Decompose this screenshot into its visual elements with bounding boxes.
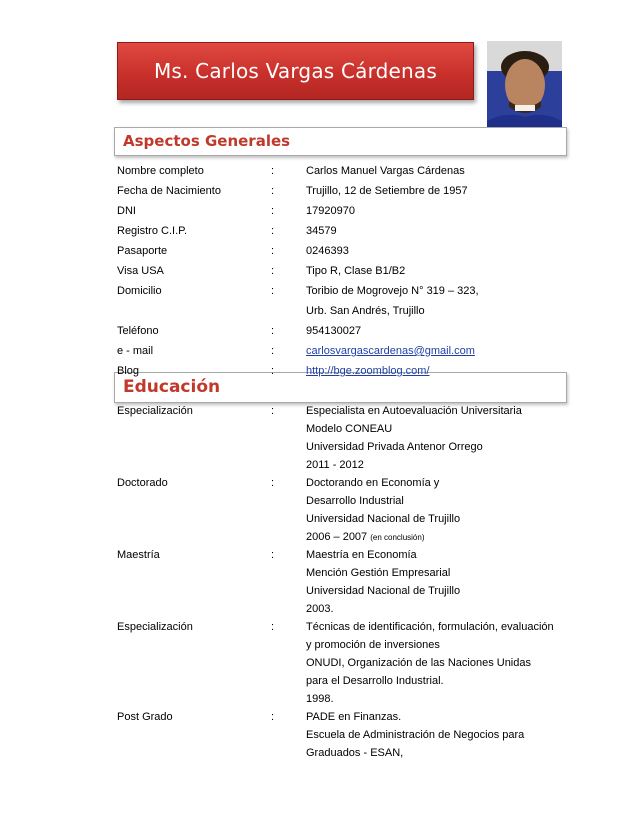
education-label: Doctorado <box>117 477 168 489</box>
education-line-row <box>0 744 638 764</box>
education-line: Maestría en Economía <box>306 549 417 561</box>
education-line: para el Desarrollo Industrial. <box>306 675 444 687</box>
section-general-header <box>114 127 567 156</box>
info-value: 17920970 <box>306 205 355 217</box>
education-entry <box>0 474 638 494</box>
separator: : <box>271 205 275 217</box>
education-line: Modelo CONEAU <box>306 423 393 435</box>
info-value: Carlos Manuel Vargas Cárdenas <box>306 165 465 177</box>
separator: : <box>271 165 275 177</box>
status-note: (en conclusión) <box>370 533 425 542</box>
blog-link[interactable]: http://bge.zoomblog.com/ <box>306 365 430 377</box>
page-title: Ms. Carlos Vargas Cárdenas <box>153 59 438 83</box>
education-line: 1998. <box>306 693 334 705</box>
education-entry <box>0 402 638 422</box>
education-line-row <box>0 420 638 440</box>
education-line: Universidad Nacional de Trujillo <box>306 585 461 597</box>
info-value: Urb. San Andrés, Trujillo <box>306 305 425 317</box>
separator: : <box>271 185 275 197</box>
info-label: Blog <box>117 365 140 377</box>
education-line-row <box>0 438 638 458</box>
info-value: 0246393 <box>306 245 349 257</box>
portrait-image <box>487 41 562 138</box>
info-label: Fecha de Nacimiento <box>117 185 221 197</box>
education-line: Universidad Privada Antenor Orrego <box>306 441 483 453</box>
info-label: Nombre completo <box>117 165 204 177</box>
info-label: Pasaporte <box>117 245 168 257</box>
education-line: PADE en Finanzas. <box>306 711 402 723</box>
education-entry <box>0 708 638 728</box>
separator: : <box>271 711 275 723</box>
education-line-with-note <box>306 531 424 543</box>
info-label: Domicilio <box>117 285 162 297</box>
info-row <box>0 162 638 182</box>
info-row <box>0 282 638 302</box>
info-label: DNI <box>117 205 136 217</box>
separator: : <box>271 345 275 357</box>
separator: : <box>271 621 275 633</box>
education-line: Universidad Nacional de Trujillo <box>306 513 461 525</box>
separator: : <box>271 325 275 337</box>
education-label: Maestría <box>117 549 160 561</box>
education-line: ONUDI, Organización de las Naciones Unidas <box>306 657 531 669</box>
education-line-row <box>0 726 638 746</box>
info-value: Tipo R, Clase B1/B2 <box>306 265 406 277</box>
education-line: Desarrollo Industrial <box>306 495 404 507</box>
section-general-title: Aspectos Generales <box>123 132 291 150</box>
title-banner <box>117 42 474 100</box>
separator: : <box>271 365 275 377</box>
education-entry <box>0 618 638 638</box>
education-line-row <box>0 672 638 692</box>
separator: : <box>271 245 275 257</box>
separator: : <box>271 405 275 417</box>
education-line: Graduados - ESAN, <box>306 747 404 759</box>
education-line-row <box>0 528 638 548</box>
info-row <box>0 342 638 362</box>
education-line-row <box>0 582 638 602</box>
profile-photo <box>487 41 562 138</box>
education-line: 2003. <box>306 603 334 615</box>
info-value: Toribio de Mogrovejo N° 319 – 323, <box>306 285 479 297</box>
education-line: 2011 - 2012 <box>306 459 364 471</box>
info-label: Teléfono <box>117 325 159 337</box>
info-row-continuation <box>0 302 638 322</box>
info-row <box>0 322 638 342</box>
separator: : <box>271 549 275 561</box>
separator: : <box>271 265 275 277</box>
info-value: 954130027 <box>306 325 362 337</box>
education-entry <box>0 546 638 566</box>
info-label: Visa USA <box>117 265 164 277</box>
separator: : <box>271 477 275 489</box>
education-label: Especialización <box>117 621 193 633</box>
education-line-row <box>0 492 638 512</box>
education-label: Post Grado <box>117 711 173 723</box>
education-line-row <box>0 690 638 710</box>
info-row <box>0 202 638 222</box>
info-label: e - mail <box>117 345 154 357</box>
info-row <box>0 222 638 242</box>
education-line: Técnicas de identificación, formulación, evaluación <box>306 621 554 633</box>
education-line-row <box>0 654 638 674</box>
education-line-row <box>0 456 638 476</box>
education-line: 2006 – 2007 <box>306 531 368 543</box>
email-link[interactable]: carlosvargascardenas@gmail.com <box>306 345 475 357</box>
section-education-title: Educación <box>123 377 221 397</box>
info-row <box>0 182 638 202</box>
education-line: Escuela de Administración de Negocios para <box>306 729 525 741</box>
info-row <box>0 262 638 282</box>
separator: : <box>271 285 275 297</box>
education-line: Mención Gestión Empresarial <box>306 567 451 579</box>
info-value: 34579 <box>306 225 337 237</box>
education-line-row <box>0 564 638 584</box>
separator: : <box>271 225 275 237</box>
education-line: y promoción de inversiones <box>306 639 440 651</box>
info-row <box>0 242 638 262</box>
education-line-row <box>0 636 638 656</box>
info-row <box>0 362 638 382</box>
education-line-row <box>0 510 638 530</box>
education-line: Doctorando en Economía y <box>306 477 440 489</box>
education-line: Especialista en Autoevaluación Universitaria <box>306 405 522 417</box>
education-label: Especialización <box>117 405 193 417</box>
education-line-row <box>0 600 638 620</box>
info-value: Trujillo, 12 de Setiembre de 1957 <box>306 185 468 197</box>
info-label: Registro C.I.P. <box>117 225 188 237</box>
